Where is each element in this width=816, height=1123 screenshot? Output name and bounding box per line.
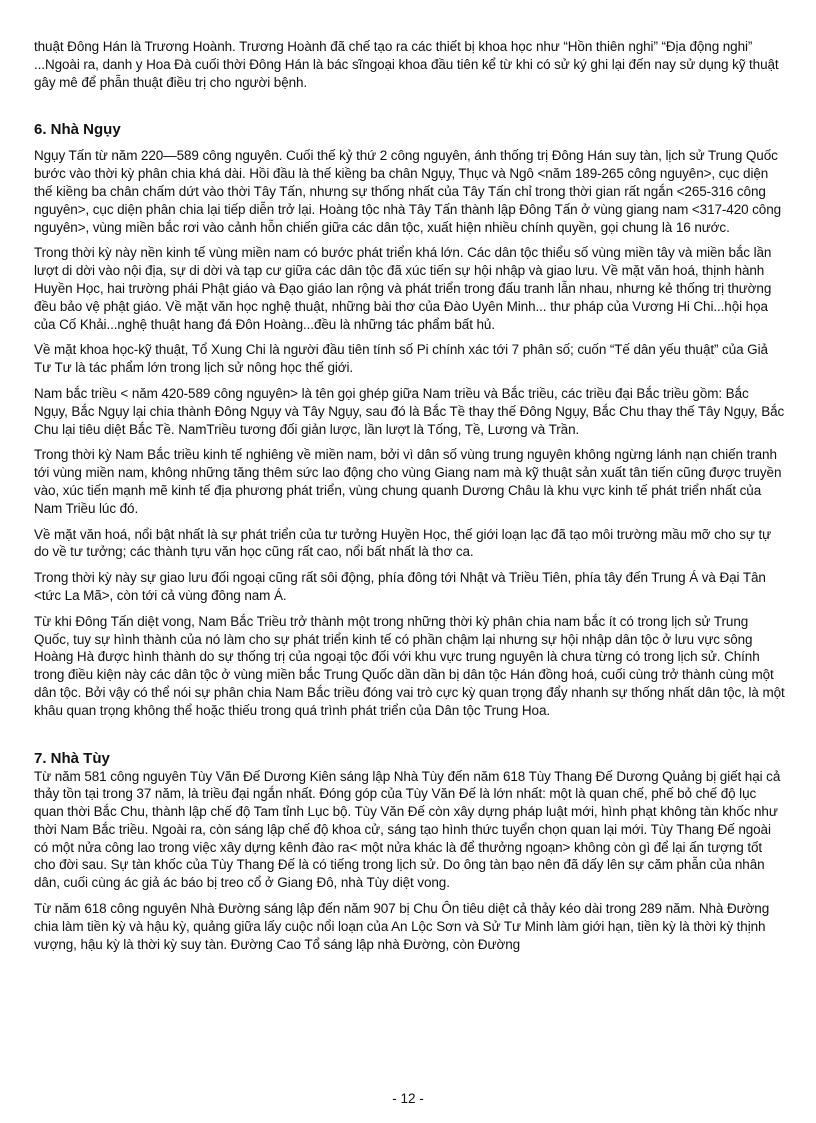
paragraph: Ngụy Tấn từ năm 220—589 công nguyên. Cuối thế kỷ thứ 2 công nguyên, ánh thống trị Đông Hán suy tàn, lịch sử Trung Quốc bước vào thời kỳ phân chia khá dài. Hồi đầu là thế kiềng ba chân Ngụy, Thục và Ngô <năm 189-265 công nguyên>, cục diện thế kiềng ba chân chấm dứt vào thời Tây Tấn, nhưng sự thống nhất của Tây Tấn chỉ trong thời gian rất ngắn <265-316 công nguyên>, cục diện phân chia lại tiếp diễn trở lại. Hoàng tộc nhà Tây Tấn thành lập Đông Tấn ở vùng giang nam <317-420 công nguyên>, vùng miền bắc rơi vào cảnh hỗn chiến giữa các dân tộc, xuất hiện nhiều chính quyền, gọi chung là 16 nước. bbox=[34, 148, 782, 235]
paragraph: Trong thời kỳ này sự giao lưu đối ngoại cũng rất sôi động, phía đông tới Nhật và Triều Tiên, phía tây đến Trung Á và Đại Tân <tức La Mã>, còn tới cả vùng đông nam Á. bbox=[34, 570, 766, 603]
paragraph: Nam bắc triều < năm 420-589 công nguyên> là tên gọi ghép giữa Nam triều và Bắc triều, các triều đại Bắc triều gồm: Bắc Ngụy, Bắc Ngụy lại chia thành Đông Ngụy và Tây Ngụy, sau đó là Bắc Tề thay thế Đông Ngụy, Bắc Chu thay thế Tây Ngụy, Bắc Chu lại tiêu diệt Bắc Tề. NamTriều tương đối giản lược, lần lượt là Tống, Tề, Lương và Trần. bbox=[34, 385, 785, 437]
paragraph: Trong thời kỳ này nền kinh tế vùng miền nam có bước phát triển khá lớn. Các dân tộc thiểu số vùng miền tây và miền bắc lần lượt di dời vào nội địa, sự di dời và tạp cư giữa các dân tộc đã xúc tiến sự hội nhập và giao lưu. Về mặt văn hoá, thịnh hành Huyền Học, hai trường phái Phật giáo và Đạo giáo lan rộng và phát triển trong đấu tranh lẫn nhau, nhưng kẻ thống trị thường đều bảo vệ phật giáo. Về mặt văn học nghệ thuật, những bài thơ của Đào Uyên Minh... thư pháp của Vương Hi Chi...hội họa của Cố Khải...nghệ thuật hang đá Đôn Hoàng...đều là những tác phẩm bất hủ. bbox=[34, 245, 772, 332]
section-heading: 7. Nhà Tùy bbox=[34, 749, 110, 767]
section-heading: 6. Nhà Ngụy bbox=[34, 121, 121, 139]
paragraph: Về mặt khoa học-kỹ thuật, Tổ Xung Chi là người đầu tiên tính số Pi chính xác tới 7 phân số; cuốn “Tế dân yếu thuật” của Giả Tư Tư là tác phẩm lớn trong lịch sử nông học thế giới. bbox=[34, 342, 768, 376]
paragraph: thuật Đông Hán là Trương Hoành. Trương Hoành đã chế tạo ra các thiết bị khoa học như “Hồn thiên nghi” “Địa động nghi” ...Ngoài ra, danh y Hoa Đà cuối thời Đông Hán là bác sĩngoại khoa đầu tiên kể từ khi có sử ký ghi lại đến nay sử dụng kỹ thuật gây mê để phẫn thuật điều trị cho người bệnh. bbox=[34, 39, 779, 90]
paragraph: Từ năm 581 công nguyên Tùy Văn Đế Dương Kiên sáng lập Nhà Tùy đến năm 618 Tùy Thang Đế Dương Quảng bị giết hại cả thảy tồn tại trong 37 năm, là triều đại ngắn nhất. Đóng góp của Tùy Văn Đế là lớn nhất: một là quan chế, phế bỏ chế độ lục quan thời Bắc Chu, thành lập chế độ Tam tỉnh Lục bộ. Tùy Văn Đế còn xây dựng pháp luật mới, hình phạt không tàn khốc như thời Nam Bắc triều. Ngoài ra, còn sáng lập chế độ khoa cử, sáng tạo hình thức tuyển chọn quan lại mới. Tùy Thang Đế ngoài có một nửa công lao trong việc xây dựng kênh đào ra< một nửa khác là để thưởng ngoạn> không còn gì để lại ấn tượng tốt cho đời sau. Sự tàn khốc của Tùy Thang Đế là có tiếng trong lịch sử. Do ông tàn bạo nên đã dấy lên sự căm phẫn của nhân dân, cuối cùng ác giả ác báo bị treo cổ ở Giang Đô, nhà Tùy diệt vong. bbox=[34, 768, 781, 891]
paragraph: Từ khi Đông Tấn diệt vong, Nam Bắc Triều trở thành một trong những thời kỳ phân chia nam bắc ít có trong lịch sử Trung Quốc, tuy sự hình thành của nó làm cho sự phát triển kinh tế có phần chậm lại nhưng sự hội nhập dân tộc ở lưu vực sông Hoàng Hà được hình thành do sự thống trị của ngoại tộc đối với khu vực trung nguyên là chưa từng có trong lịch sử. Chính trong điều kiện này các dân tộc ở vùng miền bắc Trung Quốc dần dần bị dân tộc Hán đồng hoá, cuối cùng trở thành cùng một dân tộc. Bởi vậy có thể nói sự phân chia Nam Bắc triều đóng vai trò cực kỳ quan trọng đẩy nhanh sự thống nhất dân tộc, là một khâu quan trọng không thể hoặc thiếu trong quá trình phát triển của Dân tộc Trung Hoa. bbox=[34, 613, 785, 718]
page-number: - 12 - bbox=[392, 1091, 424, 1106]
paragraph: Từ năm 618 công nguyên Nhà Đường sáng lập đến năm 907 bị Chu Ôn tiêu diệt cả thảy kéo dài trong 289 năm. Nhà Đường chia làm tiền kỳ và hậu kỳ, quảng giữa lấy cuộc nổi loạn của An Lộc Sơn và Sử Tư Minh làm giới hạn, tiền kỳ là thời kỳ thịnh vượng, hậu kỳ là thời kỳ suy tàn. Đường Cao Tổ sáng lập nhà Đường, còn Đường bbox=[34, 901, 770, 952]
document-page bbox=[34, 38, 786, 953]
paragraph: Trong thời kỳ Nam Bắc triều kinh tế nghiêng về miền nam, bởi vì dân số vùng trung nguyên không ngừng lánh nạn chiến tranh tới vùng miền nam, không những tăng thêm sức lao động cho vùng Giang nam mà kỹ thuật sản xuất tân tiến cũng được truyền vào, xúc tiến mạnh mẽ kinh tế địa phương phát triển, vùng chung quanh Dương Châu là khu vực kinh tế phát triển nhất của Nam Triều lúc đó. bbox=[34, 447, 782, 516]
paragraph: Về mặt văn hoá, nổi bật nhất là sự phát triển của tư tưởng Huyền Học, thế giới loạn lạc đã tạo môi trường mầu mỡ cho sự tự do về tư tưởng; các thành tựu văn học cũng rất cao, nổi bất nhất là thơ ca. bbox=[34, 526, 772, 560]
